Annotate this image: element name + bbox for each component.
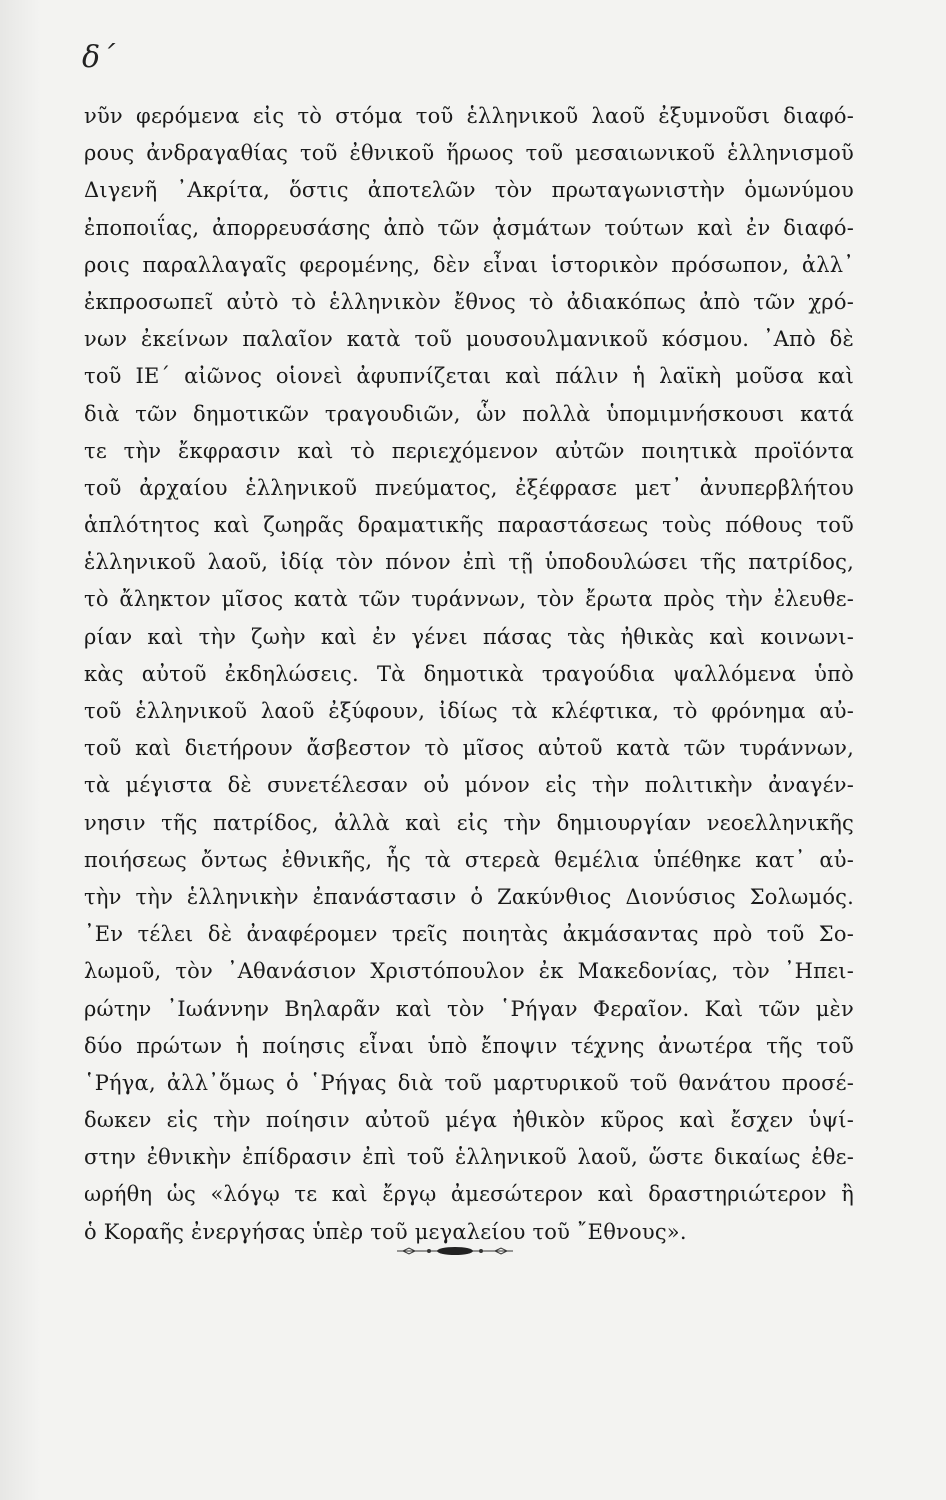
text-line: ἐποποιΐας, ἀπορρευσάσης ἀπὸ τῶν ᾀσμάτων τούτων καὶ ἐν διαφό- (84, 215, 854, 240)
text-line: τοῦ καὶ διετήρουν ἄσβεστον τὸ μῖσος αὐτοῦ κατὰ τῶν τυράννων, (84, 736, 854, 761)
text-line: τὰ μέγιστα δὲ συνετέλεσαν οὐ μόνον εἰς τὴν πολιτικὴν ἀναγέν- (84, 773, 854, 798)
text-line: λωμοῦ, τὸν ᾿Αθανάσιον Χριστόπουλον ἐκ Μακεδονίας, τὸν ᾿Ηπει- (84, 959, 854, 984)
text-line: ἑλληνικοῦ λαοῦ, ἰδίᾳ τὸν πόνον ἐπὶ τῇ ὑποδουλώσει τῆς πατρίδος, (84, 550, 854, 575)
text-line: νων ἐκείνων παλαῖον κατὰ τοῦ μουσουλμανικοῦ κόσμου. ᾿Απὸ δὲ (84, 327, 854, 352)
text-line: ρίαν καὶ τὴν ζωὴν καὶ ἐν γένει πάσας τὰς ἠθικὰς καὶ κοινωνι- (84, 624, 854, 649)
page-number: δ΄ (82, 40, 116, 75)
text-line: ὁ Κοραῆς ἐνεργήσας ὑπὲρ τοῦ μεγαλείου τοῦ ῎Εθνους». (84, 1219, 687, 1244)
text-line: τοῦ ΙΕ΄ αἰῶνος οἱονεὶ ἀφυπνίζεται καὶ πάλιν ἡ λαϊκὴ μοῦσα καὶ (84, 364, 854, 389)
text-line: τοῦ ἀρχαίου ἑλληνικοῦ πνεύματος, ἐξέφρασε μετ᾿ ἀνυπερβλήτου (84, 475, 854, 500)
text-line: ἐκπροσωπεῖ αὐτὸ τὸ ἑλληνικὸν ἔθνος τὸ ἀδιακόπως ἀπὸ τῶν χρό- (84, 289, 854, 314)
text-line: ᾿Εν τέλει δὲ ἀναφέρομεν τρεῖς ποιητὰς ἀκμάσαντας πρὸ τοῦ Σο- (84, 922, 854, 947)
divider-ornament-icon (395, 1240, 515, 1262)
body-text (84, 98, 854, 1251)
text-line: τὴν τὴν ἑλληνικὴν ἐπανάστασιν ὁ Ζακύνθιος Διονύσιος Σολωμός. (84, 884, 854, 909)
text-line: ροις παραλλαγαῖς φερομένης, δὲν εἶναι ἱστορικὸν πρόσωπον, ἀλλ᾿ (84, 252, 854, 277)
text-line: δύο πρώτων ἡ ποίησις εἶναι ὑπὸ ἔποψιν τέχνης ἀνωτέρα τῆς τοῦ (84, 1033, 854, 1058)
text-line: νησιν τῆς πατρίδος, ἀλλὰ καὶ εἰς τὴν δημιουργίαν νεοελληνικῆς (84, 810, 854, 835)
text-line: διὰ τῶν δημοτικῶν τραγουδιῶν, ὧν πολλὰ ὑπομιμνήσκουσι κατά (84, 401, 854, 426)
text-line: στην ἐθνικὴν ἐπίδρασιν ἐπὶ τοῦ ἑλληνικοῦ λαοῦ, ὥστε δικαίως ἐθε- (84, 1145, 854, 1170)
text-line: ρώτην ᾿Ιωάννην Βηλαρᾶν καὶ τὸν ῾Ρήγαν Φεραῖον. Καὶ τῶν μὲν (84, 996, 854, 1021)
text-line: ρους ἀνδραγαθίας τοῦ ἐθνικοῦ ἥρωος τοῦ μεσαιωνικοῦ ἑλληνισμοῦ (84, 141, 854, 166)
text-line: κὰς αὐτοῦ ἐκδηλώσεις. Τὰ δημοτικὰ τραγούδια ψαλλόμενα ὑπὸ (84, 661, 854, 686)
text-line: τὸ ἄληκτον μῖσος κατὰ τῶν τυράννων, τὸν ἔρωτα πρὸς τὴν ἐλευθε- (84, 587, 854, 612)
text-line: δωκεν εἰς τὴν ποίησιν αὐτοῦ μέγα ἠθικὸν κῦρος καὶ ἔσχεν ὑψί- (84, 1108, 854, 1133)
text-line: ωρήθη ὡς «λόγῳ τε καὶ ἔργῳ ἀμεσώτερον καὶ δραστηριώτερον ἢ (84, 1182, 854, 1207)
text-line: ποιήσεως ὄντως ἐθνικῆς, ἧς τὰ στερεὰ θεμέλια ὑπέθηκε κατ᾿ αὐ- (84, 847, 854, 872)
text-line: Διγενῆ ᾿Ακρίτα, ὅστις ἀποτελῶν τὸν πρωταγωνιστὴν ὁμωνύμου (84, 178, 854, 203)
text-line: τε τὴν ἔκφρασιν καὶ τὸ περιεχόμενον αὐτῶν ποιητικὰ προϊόντα (84, 438, 854, 463)
text-line: νῦν φερόμενα εἰς τὸ στόμα τοῦ ἑλληνικοῦ λαοῦ ἐξυμνοῦσι διαφό- (84, 104, 854, 128)
text-line: τοῦ ἑλληνικοῦ λαοῦ ἐξύφουν, ἰδίως τὰ κλέφτικα, τὸ φρόνημα αὐ- (84, 699, 854, 723)
text-line: ῾Ρήγα, ἀλλ᾿ὅμως ὁ ῾Ρήγας διὰ τοῦ μαρτυρικοῦ τοῦ θανάτου προσέ- (84, 1070, 854, 1095)
text-line: ἁπλότητος καὶ ζωηρᾶς δραματικῆς παραστάσεως τοὺς πόθους τοῦ (84, 513, 854, 538)
